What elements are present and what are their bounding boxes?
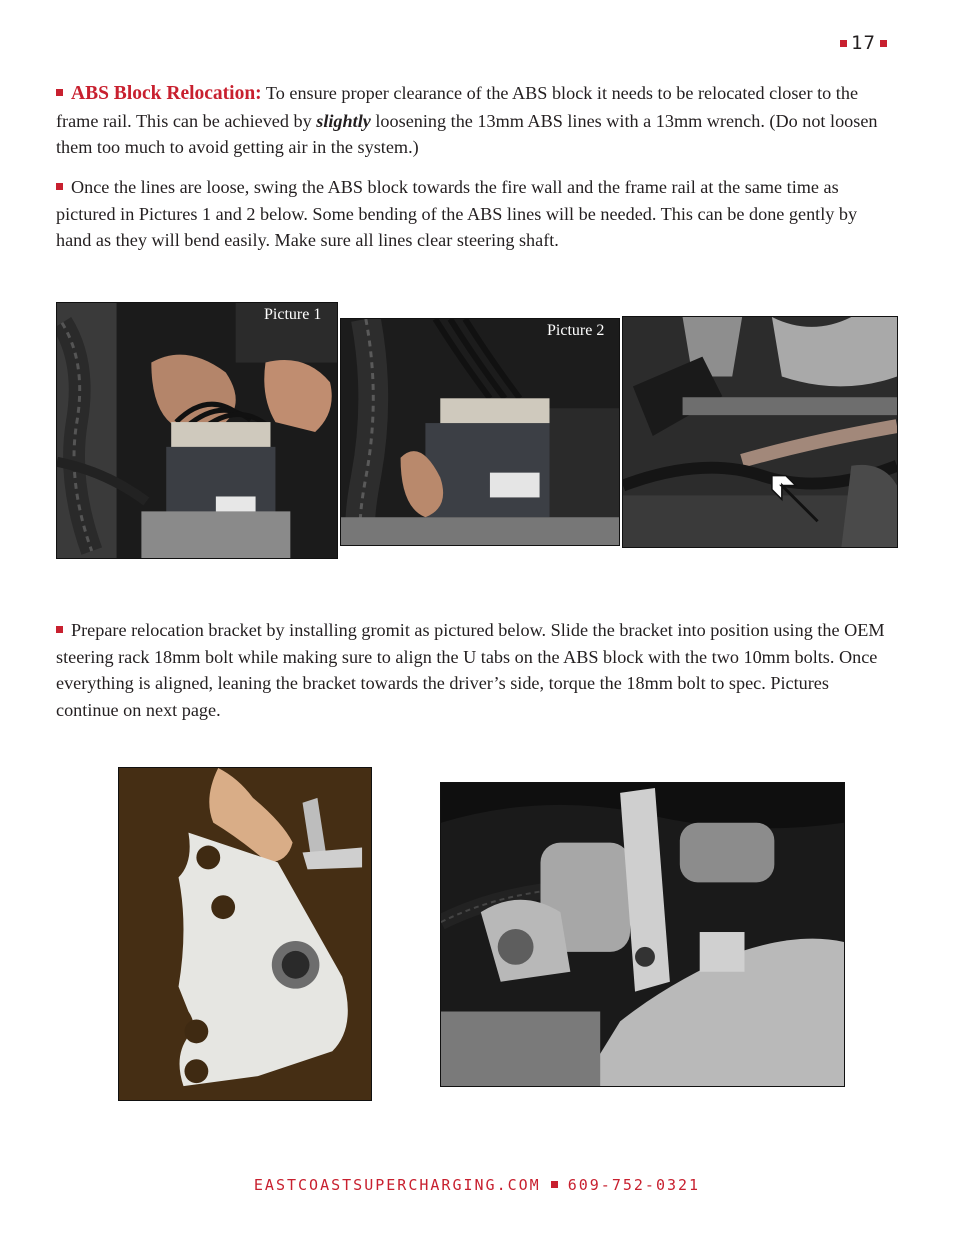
- abs-block-hand-photo: [340, 318, 620, 546]
- photo-caption: Picture 2: [547, 322, 605, 339]
- red-square-icon: [880, 40, 887, 47]
- bullet-icon: [56, 183, 63, 190]
- bracket-with-grommet-photo: [118, 767, 372, 1101]
- emphasis-text: slightly: [316, 110, 371, 131]
- paragraph-text: To ensure proper clearance of the ABS block it needs to be relocated closer to the frame rail. This can be achieved by: [56, 83, 859, 131]
- bullet-icon: [56, 626, 63, 633]
- abs-block-hands-photo: [56, 302, 338, 559]
- paragraph-text: Prepare relocation bracket by installing gromit as pictured below. Slide the bracket into position using the OEM steering rack 18mm bolt while making sure to align the U tabs on the ABS block with the two 10mm bolts. Once everything is aligned, leaning the bracket towards the driver’s side, torque the 18mm bolt to spec. Pictures continue on next page.: [56, 620, 885, 720]
- bracket-paragraph: [56, 617, 896, 723]
- footer: [0, 1176, 954, 1194]
- bullet-icon: [56, 89, 63, 96]
- steering-shaft-arrow-photo: [622, 316, 898, 548]
- page-number-text: 17: [851, 32, 876, 54]
- page-number: [840, 32, 887, 54]
- paragraph-text: Once the lines are loose, swing the ABS block towards the fire wall and the frame rail at the same time as pictured in Pictures 1 and 2 below. Some bending of the ABS lines will be needed. This can be done gently by hand as they will bend easily. Make sure all lines clear steering shaft.: [56, 177, 858, 250]
- swing-abs-paragraph: [56, 174, 896, 254]
- footer-website: EASTCOASTSUPERCHARGING.COM: [253, 1176, 541, 1194]
- paragraph-text: loosening the 13mm ABS lines with a 13mm wrench. (Do not loosen them too much to avoid getting air in the system.): [56, 110, 878, 157]
- photo-caption: Picture 1: [264, 306, 322, 323]
- footer-phone: 609-752-0321: [567, 1176, 701, 1194]
- abs-relocation-paragraph: [56, 80, 896, 161]
- red-square-icon: [840, 40, 847, 47]
- installed-bracket-photo: [440, 782, 845, 1087]
- section-heading: ABS Block Relocation:: [71, 83, 262, 104]
- red-square-icon: [551, 1181, 558, 1188]
